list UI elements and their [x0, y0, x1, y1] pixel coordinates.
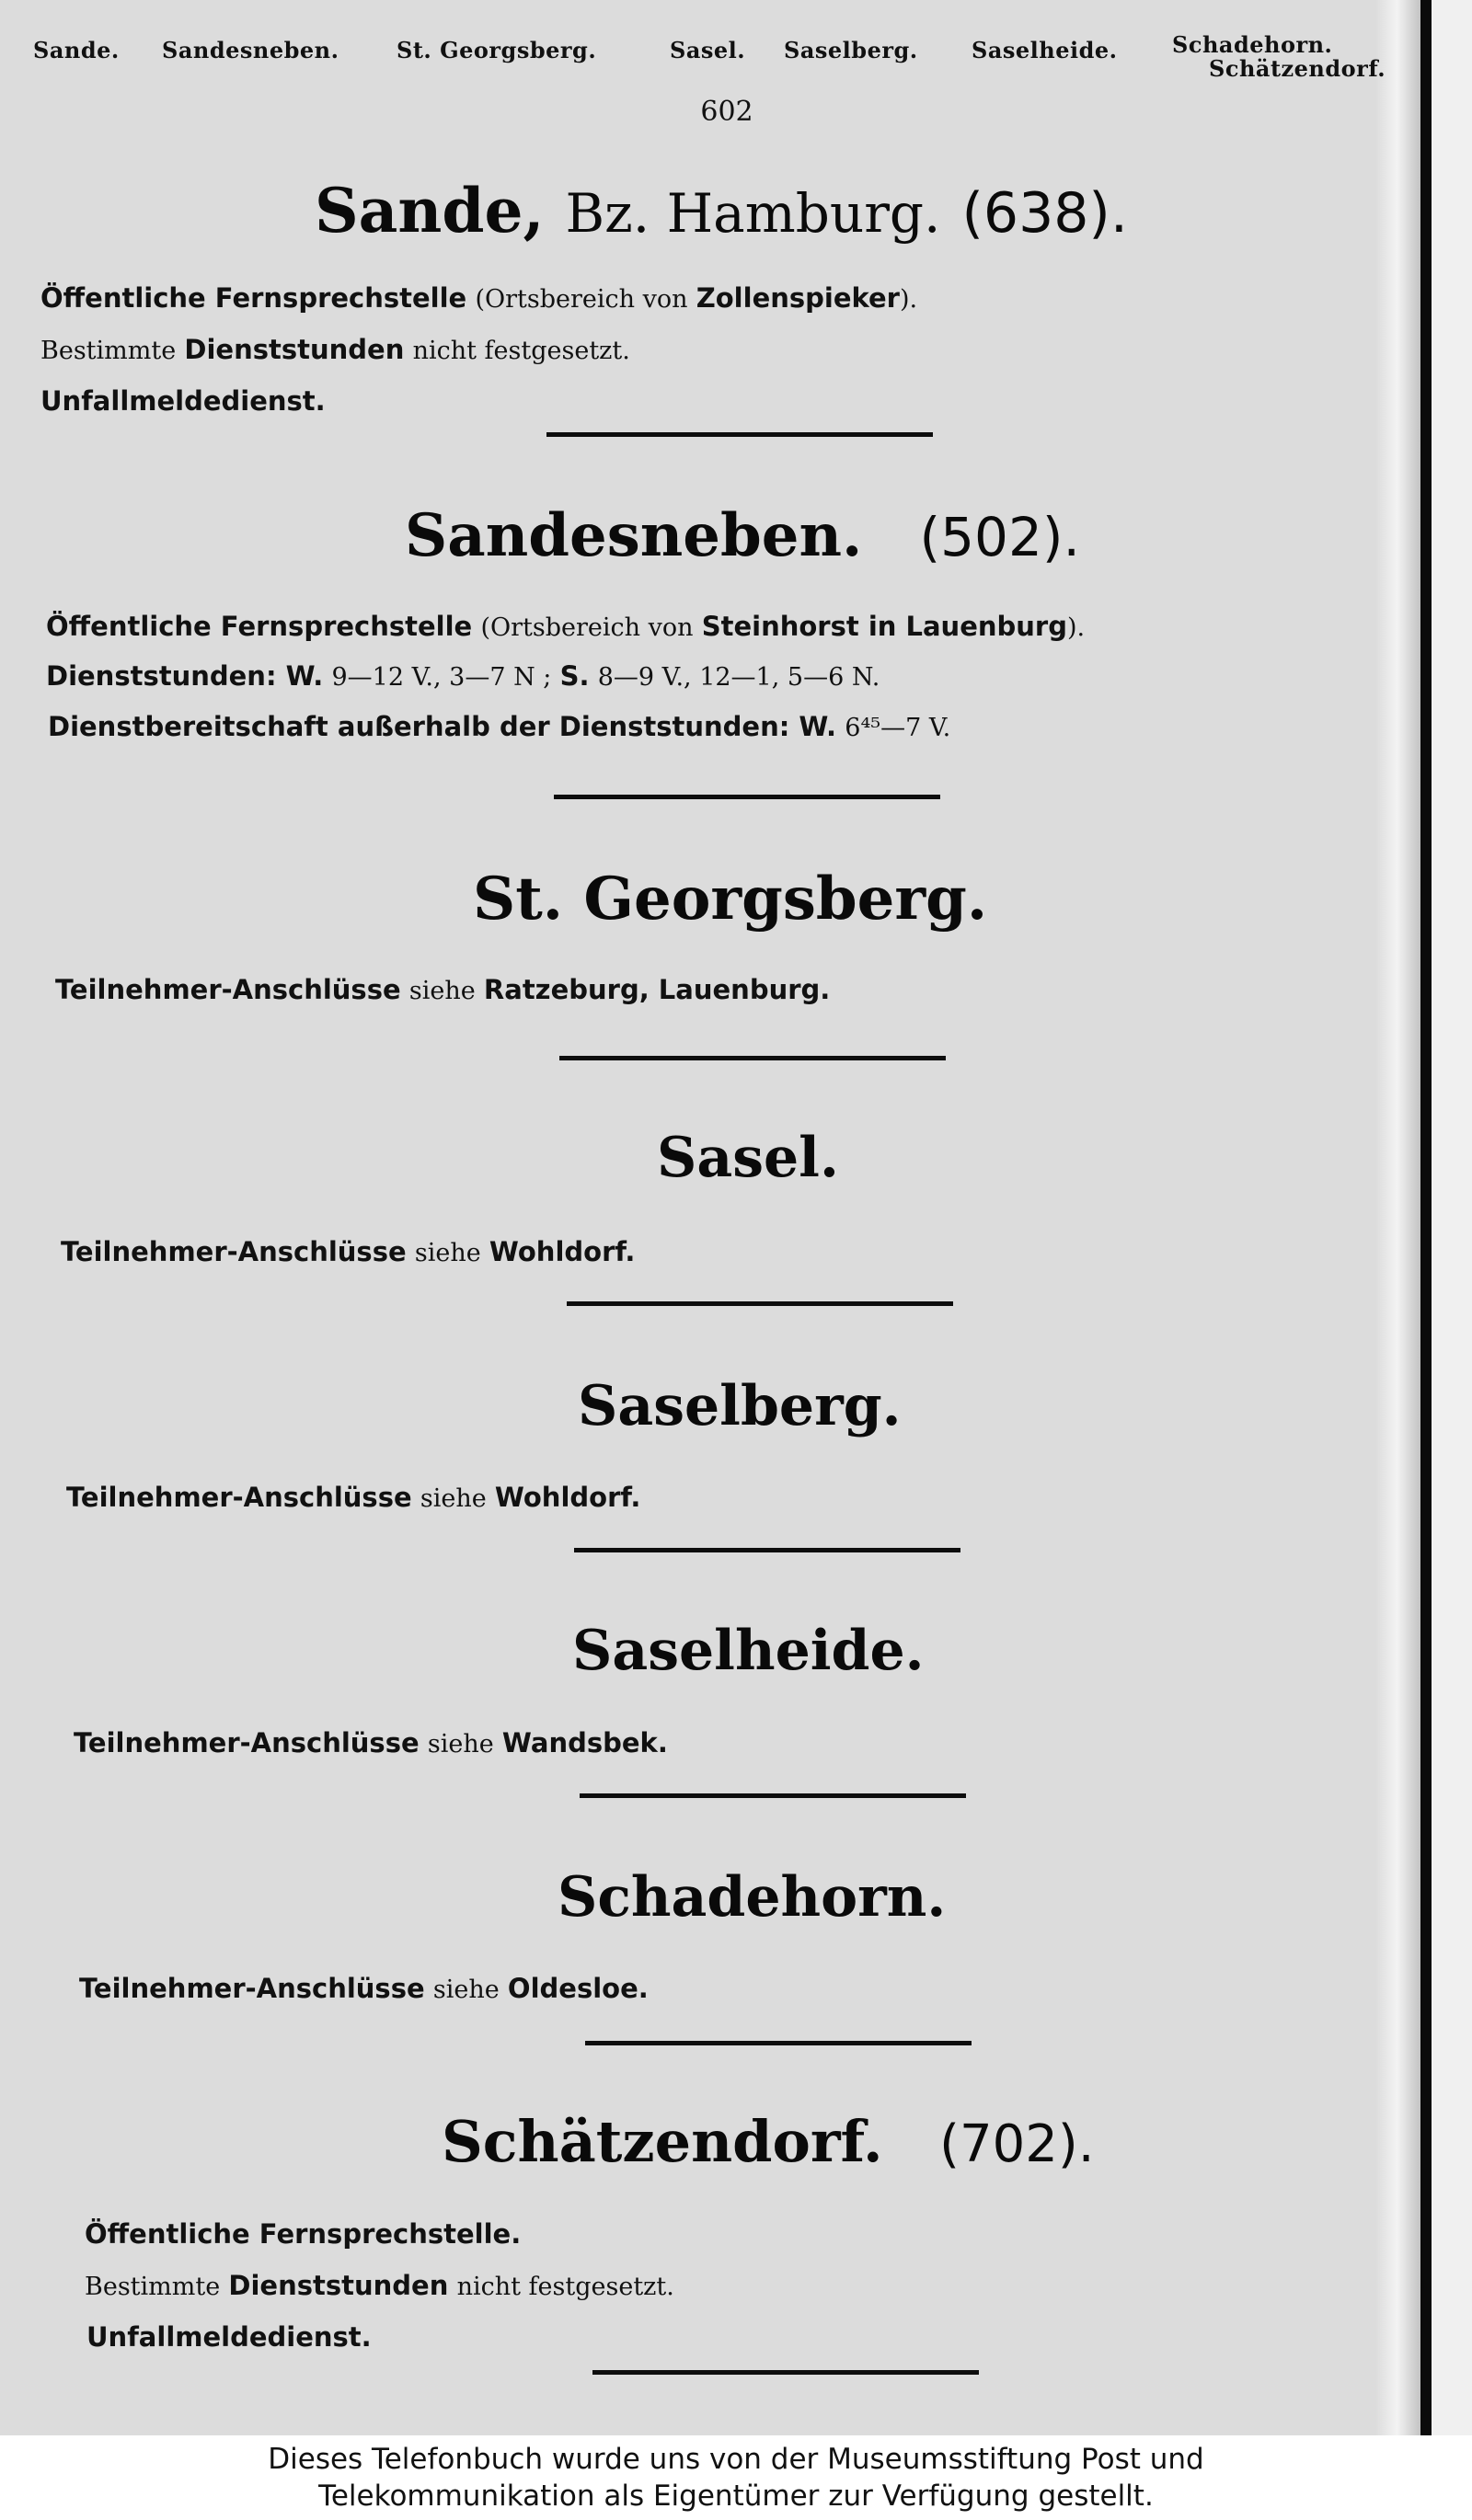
line-bold: S.	[559, 660, 590, 692]
line-plain: (Ortsbereich von	[480, 613, 694, 642]
section-divider	[585, 2041, 972, 2045]
section-divider	[567, 1301, 953, 1306]
entry-title	[572, 1619, 925, 1683]
entry-title	[578, 1374, 902, 1438]
line-bold: Öffentliche Fernsprechstelle.	[85, 2218, 522, 2250]
line-bold: Zollenspieker	[696, 282, 900, 314]
entry-title	[558, 1865, 946, 1930]
line-plain: siehe	[427, 1730, 494, 1758]
running-head-item: Sasel.	[670, 37, 746, 63]
line-plain: nicht festgesetzt.	[456, 2273, 674, 2301]
line-plain: siehe	[432, 1976, 500, 2004]
place-name: Sandesneben.	[405, 501, 863, 570]
line-bold: Teilnehmer-Anschlüsse	[61, 1236, 407, 1267]
line-bold: Teilnehmer-Anschlüsse	[55, 974, 401, 1005]
entry-line	[74, 1727, 668, 1758]
entry-line	[55, 974, 830, 1005]
running-head-item: Saselheide.	[972, 37, 1118, 63]
line-plain: siehe	[408, 977, 476, 1005]
entry-title	[657, 1126, 839, 1190]
page-gutter-shadow	[1375, 0, 1423, 2435]
line-plain: ).	[900, 285, 918, 314]
place-name: St. Georgsberg.	[473, 865, 988, 934]
line-plain: ).	[1066, 613, 1086, 642]
line-bold: Teilnehmer-Anschlüsse	[74, 1727, 420, 1758]
line-plain: Bestimmte	[40, 337, 177, 365]
line-bold: Dienststunden	[228, 2270, 449, 2301]
line-plain: siehe	[420, 1484, 487, 1513]
line-plain: 8—9 V., 12—1, 5—6 N.	[597, 663, 880, 692]
running-head-item: Schätzendorf.	[1209, 55, 1386, 82]
area-code: (502).	[919, 506, 1080, 568]
running-head-item: St. Georgsberg.	[397, 37, 597, 63]
running-head-item: Saselberg.	[784, 37, 918, 63]
area-code: (638).	[961, 181, 1128, 246]
line-plain: siehe	[414, 1239, 481, 1267]
line-bold: Wohldorf.	[494, 1482, 641, 1513]
entry-line	[40, 385, 326, 417]
section-divider	[574, 1548, 960, 1552]
line-plain: Bestimmte	[85, 2273, 221, 2301]
section-divider	[554, 795, 940, 799]
entry-line	[79, 1973, 649, 2004]
line-bold: Dienststunden	[184, 334, 405, 365]
entry-line	[86, 2321, 372, 2353]
place-name: Saselberg.	[578, 1374, 902, 1438]
footer-line: Dieses Telefonbuch wurde uns von der Museumsstiftung Post und	[268, 2443, 1204, 2476]
line-bold: Unfallmeldedienst.	[40, 385, 326, 417]
place-name: Saselheide.	[572, 1619, 925, 1683]
entry-title	[315, 175, 1128, 246]
running-head-item: Schadehorn.	[1172, 31, 1333, 58]
place-name: Schätzendorf.	[442, 2108, 883, 2175]
entry-title	[442, 2108, 1095, 2175]
line-bold: Öffentliche Fernsprechstelle	[46, 611, 473, 642]
page-number: 602	[700, 96, 753, 128]
line-bold: Unfallmeldedienst.	[86, 2321, 372, 2353]
entry-line	[40, 282, 917, 314]
running-head-item: Sande.	[33, 37, 120, 63]
line-plain: 9—12 V., 3—7 N ;	[331, 663, 552, 692]
section-divider	[559, 1056, 946, 1060]
line-bold: Steinhorst in Lauenburg	[701, 611, 1067, 642]
line-plain: nicht festgesetzt.	[412, 337, 630, 365]
section-divider	[592, 2370, 979, 2375]
district-name: Bz. Hamburg.	[565, 182, 941, 245]
line-bold: Oldesloe.	[507, 1973, 649, 2004]
entry-line	[85, 2270, 674, 2301]
line-plain: 6⁴⁵—7 V.	[845, 714, 951, 742]
footer-line: Telekommunikation als Eigentümer zur Verfügung gestellt.	[318, 2480, 1154, 2513]
attribution-footer	[0, 2435, 1472, 2520]
line-plain: (Ortsbereich von	[475, 285, 688, 314]
entry-line	[40, 334, 630, 365]
entry-line	[48, 711, 950, 742]
entry-line	[66, 1482, 640, 1513]
entry-line	[46, 611, 1085, 642]
line-bold: Wandsbek.	[501, 1727, 668, 1758]
running-head-item: Sandesneben.	[162, 37, 339, 63]
place-name: Schadehorn.	[558, 1865, 947, 1930]
entry-title	[473, 865, 987, 934]
entry-line	[85, 2218, 521, 2250]
running-head	[33, 31, 1432, 92]
line-bold: Teilnehmer-Anschlüsse	[66, 1482, 412, 1513]
entry-line	[46, 660, 880, 692]
line-bold: Wohldorf.	[489, 1236, 636, 1267]
line-bold: Öffentliche Fernsprechstelle	[40, 282, 467, 314]
area-code: (702).	[939, 2114, 1095, 2174]
entry-title	[405, 501, 1080, 570]
section-divider	[580, 1793, 966, 1798]
line-bold: Teilnehmer-Anschlüsse	[79, 1973, 425, 2004]
line-bold: Ratzeburg, Lauenburg.	[483, 974, 831, 1005]
place-name: Sande,	[315, 175, 545, 246]
line-bold: Dienstbereitschaft außerhalb der Dienststunden: W.	[48, 711, 837, 742]
binding-edge	[1420, 0, 1432, 2435]
place-name: Sasel.	[657, 1126, 839, 1190]
entry-line	[61, 1236, 635, 1267]
line-bold: Dienststunden: W.	[46, 660, 324, 692]
section-divider	[546, 432, 933, 437]
